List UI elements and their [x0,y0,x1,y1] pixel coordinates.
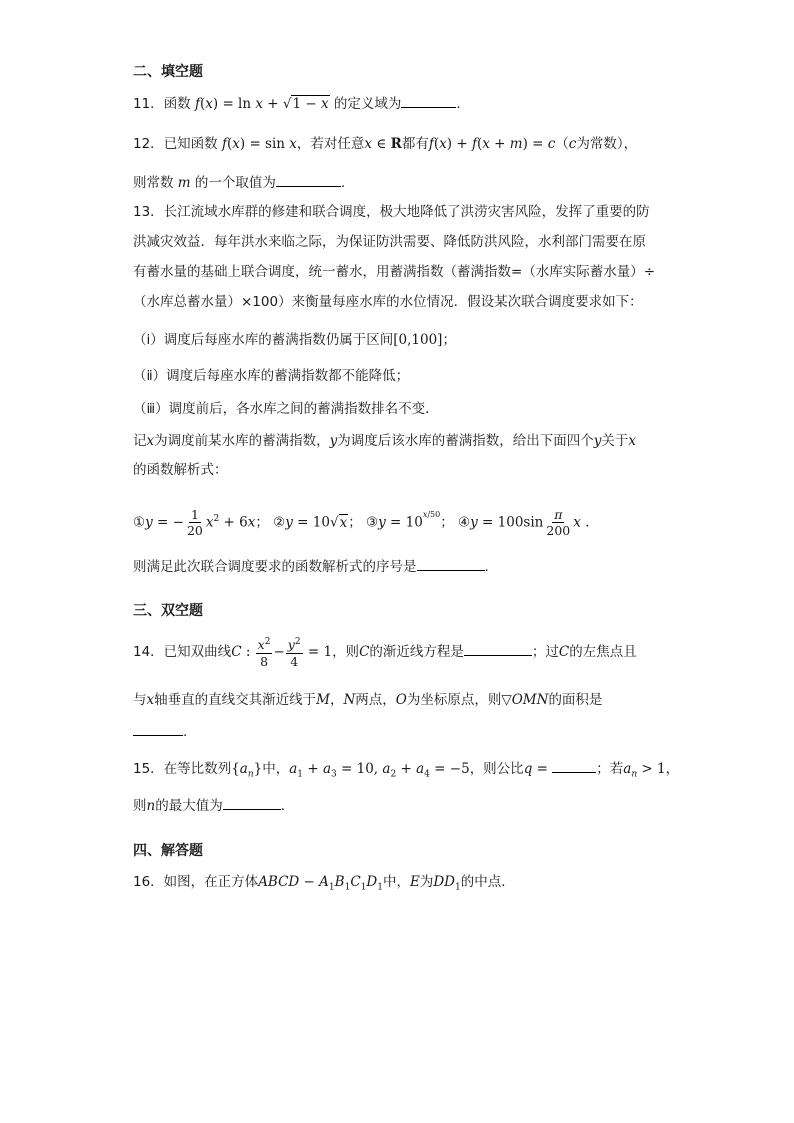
answer-blank-15b[interactable] [223,795,281,810]
q12-text-7: 的一个取值为 [194,175,276,191]
question-16: 16．如图，在正方体ABCD − $A_1B_1C_1D_1$中，E为$DD_1$的中点． [133,874,515,893]
formula-4-marker: ④ [458,514,471,531]
q15-text-2: 中， [262,761,290,777]
question-14-line-3 [133,721,187,742]
q12-number: 12． [133,136,164,152]
semicolon-1: ； [255,514,269,531]
q15-text-4: ；若 [596,761,624,777]
q14-text-2: ，则 [332,644,360,660]
q14-text-3: 的渐近线方程是 [369,644,464,660]
q13-text-d: 关于 [601,433,629,449]
question-13-condition-3: （ⅲ）调度前后，各水库之间的蓄满指数排名不变． [133,401,439,417]
q16-text: 16．如图，在正方体 [133,874,259,890]
q11-text-2: 的定义域为 [333,96,402,112]
question-13-ask [133,556,489,577]
q15-text-7: 的最大值为 [155,798,223,814]
question-13-line-6: 的函数解析式： [133,462,228,478]
semicolon-3: ； [440,514,454,531]
q16-text-3: 为 [419,874,434,890]
question-11: 11．函数 f(x) = ln x + √1 − x 的定义域为 . [133,93,461,114]
q13-end: . [484,559,489,575]
question-13-condition-1 [133,330,456,350]
q13-text-a: 记 [133,433,147,449]
question-13-line-1: 13．长江流域水库群的修建和联合调度，极大地降低了洪涝灾害风险，发挥了重要的防 [133,204,650,220]
section-heading-solve: 四、解答题 [133,843,203,859]
answer-blank-14b[interactable] [133,721,183,736]
answer-blank-13[interactable] [417,556,485,571]
q14-text: 14．已知双曲线 [133,644,232,660]
q12-text: 已知函数 [163,136,218,152]
question-13-line-5: 记x为调度前某水库的蓄满指数，y为调度后该水库的蓄满指数，给出下面四个y关于x [133,433,637,449]
q13-ask-text: 则满足此次联合调度要求的函数解析式的序号是 [133,559,417,575]
question-12-line-2: 则常数 m 的一个取值为 . [133,172,345,193]
question-14-line-2: 与x轴垂直的直线交其渐近线于M，N两点，O为坐标原点，则▽OMN的面积是 [133,692,603,708]
q14-text-7: 轴垂直的直线交其渐近线于 [154,692,317,708]
q14-text-8: 两点， [355,692,396,708]
q15-text-6: 则 [133,798,147,814]
question-13-line-2: 洪减灾效益．每年洪水来临之际，为保证防洪需要、降低防洪风险，水利部门需要在原 [133,234,646,250]
q13-interval: [0,100] [393,332,443,348]
section-heading-double: 三、双空题 [133,603,203,619]
q14-text-5: 的左焦点且 [569,644,637,660]
answer-blank-12[interactable] [276,172,341,187]
q14-text-9: 为坐标原点，则 [406,692,502,708]
q15-end: . [280,798,285,814]
question-15: 15．在等比数列$\{a_n\}$中，$a_1 + a_3 = 10$, $a_2 + a_4 = -5$，则公比q = ；若$a_n > 1$， [133,758,679,785]
q11-end: . [456,96,461,112]
q12-text-4: （ [555,136,569,152]
q12-text-2: ，若对任意 [296,136,365,152]
q11-number: 11． [133,96,164,112]
q12-text-3: 都有 [401,136,429,152]
q13-text-b: 为调度前某水库的蓄满指数， [154,433,330,449]
answer-blank-14a[interactable] [464,641,532,656]
q13-text-c: 为调度后该水库的蓄满指数，给出下面四个 [337,433,594,449]
formula-1-marker: ① [133,514,146,531]
question-14: 14．已知双曲线C : $\frac{x^2}{8}$ − $\frac{y^2}{4}$ = 1，则C的渐近线方程是 ；过C的左焦点且 [133,637,637,669]
question-13-formulas: ①y = − $\frac{1}{20}$ $x^2 + 6x$； ②y = 10√x； ③y = $10^{x/50}$； ④y = 100sin $\frac{\pi}{200}$ x . [133,507,590,538]
formula-2-marker: ② [273,514,286,531]
q12-end: . [340,175,346,191]
question-13-line-4: （水库总蓄水量）×100）来衡量每座水库的水位情况．假设某次联合调度要求如下： [133,294,643,310]
q15-text-5: ， [665,761,680,777]
q11-text: 函数 [163,96,191,112]
semicolon-2: ； [348,514,362,531]
answer-blank-11[interactable] [401,93,456,108]
q15-text-3: ，则公比 [469,761,524,777]
q12-text-5: 为常数）， [576,136,638,152]
q13-condition-1-end: ； [442,332,456,348]
question-13-line-3: 有蓄水量的基础上联合调度，统一蓄水，用蓄满指数（蓄满指数=（水库实际蓄水量）÷ [133,264,656,280]
q12-text-6: 则常数 [133,175,174,191]
q16-end: 的中点． [460,874,515,890]
q13-condition-1-text: （ⅰ）调度后每座水库的蓄满指数仍属于区间 [133,332,394,348]
answer-blank-15a[interactable] [552,758,596,773]
question-12: 12．已知函数 f(x) = sin x，若对任意x ∈ R都有f(x) + f(x + m) = c（c为常数）， [133,136,638,152]
q14-text-4: ；过 [531,644,559,660]
q14-text-10: 的面积是 [548,692,603,708]
q11-formula: f [194,96,200,112]
question-13-condition-2: （ⅱ）调度后每座水库的蓄满指数都不能降低； [133,368,410,384]
q16-text-2: 中， [382,874,410,890]
q14-end: . [183,724,188,740]
q14-text-6: 与 [133,692,147,708]
section-heading-fill: 二、填空题 [133,64,203,80]
formula-3-marker: ③ [366,514,379,531]
q15-text: 15．在等比数列 [133,761,232,777]
question-15-line-2: 则n的最大值为 . [133,795,285,816]
